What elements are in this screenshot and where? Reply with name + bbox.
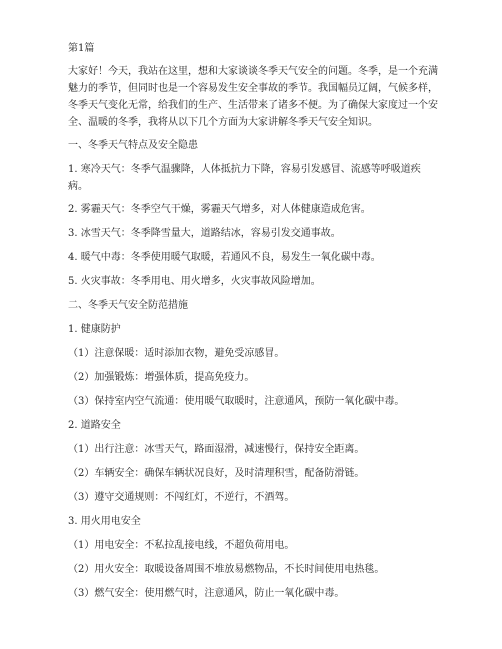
subsection-health-item-2: （2）加强锻炼：增强体质，提高免疫力。 [68,372,255,383]
subsection-health-title: 1. 健康防护 [68,324,121,335]
subsection-road-item-3: （3）遵守交通规则：不闯红灯，不逆行，不酒驾。 [68,492,295,503]
subsection-health-item-1: （1）注意保暖：适时添加衣物，避免受凉感冒。 [68,348,285,359]
section-1-item-4: 4. 暖气中毒：冬季使用暖气取暖，若通风不良，易发生一氧化碳中毒。 [68,252,381,263]
section-1-item-2: 2. 雾霾天气：冬季空气干燥，雾霾天气增多，对人体健康造成危害。 [68,204,371,215]
section-1-item-5: 5. 火灾事故：冬季用电、用火增多，火灾事故风险增加。 [68,276,321,287]
subsection-fire-item-3: （3）燃气安全：使用燃气时，注意通风，防止一氧化碳中毒。 [68,588,345,599]
section-1-item-1: 1. 寒冷天气：冬季气温骤降，人体抵抗力下降，容易引发感冒、流感等呼吸道疾病。 [68,164,421,192]
subsection-road-item-1: （1）出行注意：冰雪天气，路面湿滑，减速慢行，保持安全距离。 [68,444,365,455]
subsection-health-item-3: （3）保持室内空气流通：使用暖气取暖时，注意通风，预防一氧化碳中毒。 [68,396,405,407]
subsection-fire-item-1: （1）用电安全：不私拉乱接电线，不超负荷用电。 [68,540,295,551]
document-page [68,40,440,609]
section-1-item-3: 3. 冰雪天气：冬季降雪量大，道路结冰，容易引发交通事故。 [68,228,341,239]
subsection-fire-title: 3. 用火用电安全 [68,516,141,527]
subsection-fire-item-2: （2）用火安全：取暖设备周围不堆放易燃物品，不长时间使用电热毯。 [68,564,385,575]
subsection-road-title: 2. 道路安全 [68,420,121,431]
section-1-title: 一、冬季天气特点及安全隐患 [68,140,198,151]
document-heading: 第1篇 [68,43,95,54]
subsection-road-item-2: （2）车辆安全：确保车辆状况良好，及时清理积雪，配备防滑链。 [68,468,365,479]
intro-paragraph: 大家好！今天，我站在这里，想和大家谈谈冬季天气安全的问题。冬季，是一个充满魅力的季节，但同时也是一个容易发生安全事故的季节。我国幅员辽阔，气候多样，冬季天气变化无常，给我们的生产、生活带来了诸多不便。为了确保大家度过一个安全、温暖的冬季，我将从以下几个方面为大家讲解冬季天气安全知识。 [68,66,438,128]
section-2-title: 二、冬季天气安全防范措施 [68,300,188,311]
